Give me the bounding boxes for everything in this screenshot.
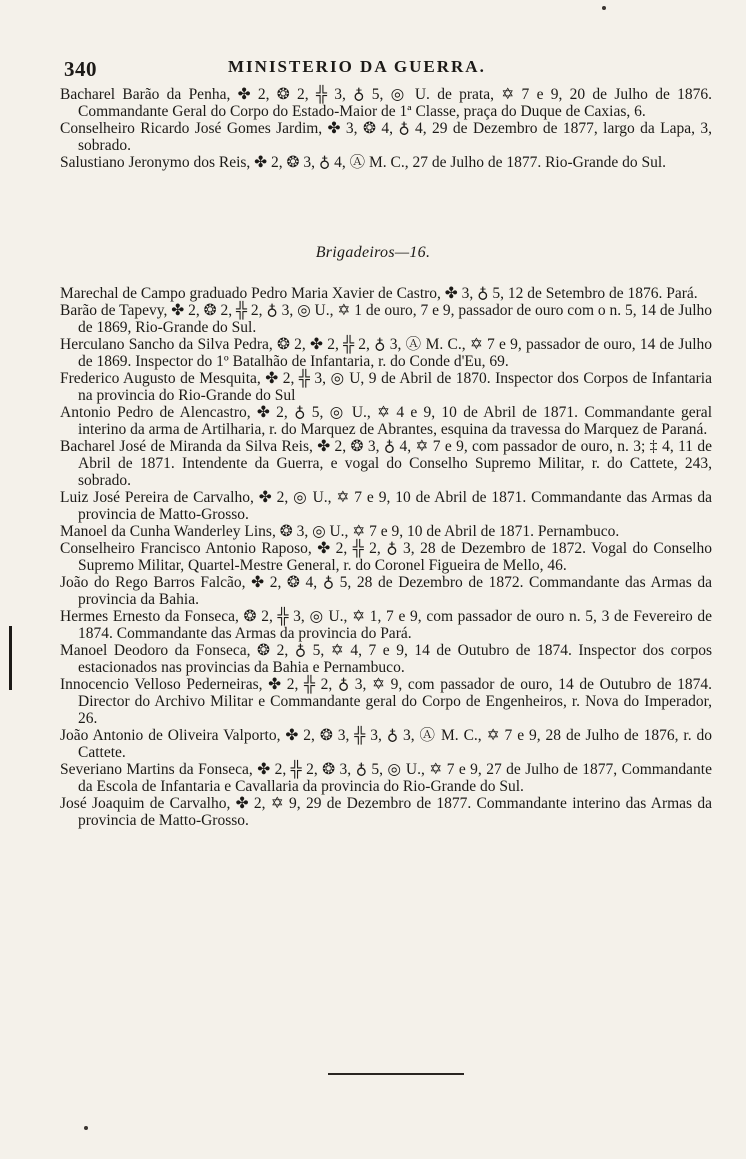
entry: José Joaquim de Carvalho, ✤ 2, ✡ 9, 29 de Dezembro de 1877. Commandante interino das Armas da provincia de Matto-Grosso. xyxy=(60,795,712,829)
closing-rule xyxy=(328,1073,464,1075)
entry: Manoel Deodoro da Fonseca, ❂ 2, ♁ 5, ✡ 4, 7 e 9, 14 de Outubro de 1874. Inspector dos corpos estacionados nas provincias da Bahia e Pernambuco. xyxy=(60,642,712,676)
entry: Conselheiro Ricardo José Gomes Jardim, ✤ 3, ❂ 4, ♁ 4, 29 de Dezembro de 1877, largo da Lapa, 3, sobrado. xyxy=(60,120,712,154)
entry: Conselheiro Francisco Antonio Raposo, ✤ 2, ╬ 2, ♁ 3, 28 de Dezembro de 1872. Vogal do Conselho Supremo Militar, Quartel-Mestre General, r. do Coronel Figueira de Mello, 46. xyxy=(60,540,712,574)
entry: João do Rego Barros Falcão, ✤ 2, ❂ 4, ♁ 5, 28 de Dezembro de 1872. Commandante das Armas da provincia da Bahia. xyxy=(60,574,712,608)
entry: Luiz José Pereira de Carvalho, ✤ 2, ◎ U., ✡ 7 e 9, 10 de Abril de 1871. Commandante das Armas da provincia de Matto-Grosso. xyxy=(60,489,712,523)
page-number: 340 xyxy=(64,57,97,81)
entry: Herculano Sancho da Silva Pedra, ❂ 2, ✤ 2, ╬ 2, ♁ 3, Ⓐ M. C., ✡ 7 e 9, passador de ouro, 14 de Julho de 1869. Inspector do 1º Batalhão de Infantaria, r. do Conde d'Eu, 69. xyxy=(60,336,712,370)
running-header: MINISTERIO DA GUERRA. xyxy=(228,57,486,76)
entry: Marechal de Campo graduado Pedro Maria Xavier de Castro, ✤ 3, ♁ 5, 12 de Setembro de 1876. Pará. xyxy=(60,285,698,302)
entry: Manoel da Cunha Wanderley Lins, ❂ 3, ◎ U., ✡ 7 e 9, 10 de Abril de 1871. Pernambuco. xyxy=(60,523,620,540)
entry: Barão de Tapevy, ✤ 2, ❂ 2, ╬ 2, ♁ 3, ◎ U., ✡ 1 de ouro, 7 e 9, passador de ouro com o n. 5, 14 de Julho de 1869, Rio-Grande do Sul. xyxy=(60,302,712,336)
section-heading: Brigadeiros—16. xyxy=(315,244,431,261)
entry: Bacharel Barão da Penha, ✤ 2, ❂ 2, ╬ 3, ♁ 5, ◎ U. de prata, ✡ 7 e 9, 20 de Julho de 1876. Commandante Geral do Corpo do Estado-Maior de 1ª Classe, praça do Duque de Caxias, 6. xyxy=(60,86,712,120)
entry: Frederico Augusto de Mesquita, ✤ 2, ╬ 3, ◎ U, 9 de Abril de 1870. Inspector dos Corpos de Infantaria na provincia do Rio-Grande do Sul xyxy=(60,370,712,404)
brigadeiros-list xyxy=(60,285,712,829)
entry: João Antonio de Oliveira Valporto, ✤ 2, ❂ 3, ╬ 3, ♁ 3, Ⓐ M. C., ✡ 7 e 9, 28 de Julho de 1876, r. do Cattete. xyxy=(60,727,712,761)
entry: Antonio Pedro de Alencastro, ✤ 2, ♁ 5, ◎ U., ✡ 4 e 9, 10 de Abril de 1871. Commandante geral interino da arma de Artilharia, r. do Marquez de Abrantes, esquina da travessa do Marquez de Paraná. xyxy=(60,404,712,438)
speck xyxy=(602,6,606,10)
entry: Bacharel José de Miranda da Silva Reis, ✤ 2, ❂ 3, ♁ 4, ✡ 7 e 9, com passador de ouro, n. 3; ‡ 4, 11 de Abril de 1871. Intendente da Guerra, e vogal do Conselho Supremo Militar, r. do Cattete, 243, sobrado. xyxy=(60,438,712,489)
entry: Severiano Martins da Fonseca, ✤ 2, ╬ 2, ❂ 3, ♁ 5, ◎ U., ✡ 7 e 9, 27 de Julho de 1877, Commandante da Escola de Infantaria e Cavallaria da provincia do Rio-Grande do Sul. xyxy=(60,761,712,795)
entry: Hermes Ernesto da Fonseca, ❂ 2, ╬ 3, ◎ U., ✡ 1, 7 e 9, com passador de ouro n. 5, 3 de Fevereiro de 1874. Commandante das Armas da provincia do Pará. xyxy=(60,608,712,642)
margin-mark xyxy=(9,626,12,690)
entry: Innocencio Velloso Pederneiras, ✤ 2, ╬ 2, ♁ 3, ✡ 9, com passador de ouro, 14 de Outubro de 1874. Director do Archivo Militar e Commandante geral do Corpo de Engenheiros, r. Nova do Imperador, 26. xyxy=(60,676,712,727)
entry: Salustiano Jeronymo dos Reis, ✤ 2, ❂ 3, ♁ 4, Ⓐ M. C., 27 de Julho de 1877. Rio-Grande do Sul. xyxy=(60,154,667,171)
speck xyxy=(84,1126,88,1130)
top-entries xyxy=(60,86,712,171)
